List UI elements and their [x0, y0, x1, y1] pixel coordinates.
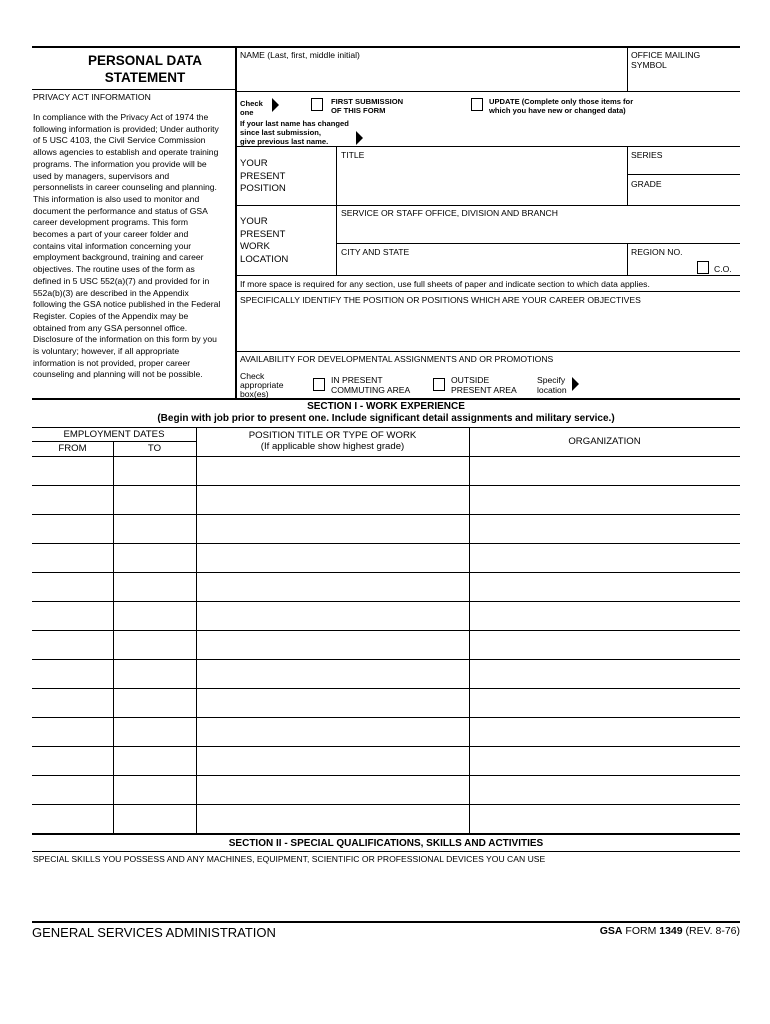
privacy-line: This information is also used to monitor and: [33, 193, 200, 204]
table-row-divider: [32, 659, 740, 660]
footer-agency: GENERAL SERVICES ADMINISTRATION: [32, 925, 276, 940]
section1-title: SECTION I - WORK EXPERIENCE: [307, 401, 465, 412]
work-location-label: YOUR PRESENT WORK LOCATION: [240, 216, 289, 265]
from-header: FROM: [58, 443, 87, 454]
check-appropriate-label: Check appropriate box(es): [240, 371, 284, 399]
check-one-label: Check one: [240, 99, 263, 117]
form-number: GSA FORM 1349 (REV. 8-76): [599, 925, 740, 937]
first-submission-checkbox[interactable]: [311, 98, 323, 111]
table-row-divider: [32, 688, 740, 689]
arrow-right-icon: [272, 98, 279, 112]
position-title-header: POSITION TITLE OR TYPE OF WORK (If applicable show highest grade): [248, 430, 417, 452]
more-space-note: If more space is required for any section, use full sheets of paper and indicate section to which data applies.: [240, 279, 650, 289]
form-title: [60, 52, 230, 86]
table-row-divider: [32, 514, 740, 515]
in-present-label: IN PRESENT COMMUTING AREA: [331, 375, 411, 395]
section2-title: SECTION II - SPECIAL QUALIFICATIONS, SKILLS AND ACTIVITIES: [228, 838, 544, 849]
privacy-line: Disclosure of the information on this form by you: [33, 334, 217, 345]
privacy-line: 552a(b)(3) are described in the Appendix: [33, 287, 189, 298]
table-row-divider: [32, 456, 740, 457]
service-label: SERVICE OR STAFF OFFICE, DIVISION AND BRANCH: [341, 208, 558, 218]
privacy-line: used by managers, supervisors and: [33, 170, 170, 181]
privacy-line: document the performance and status of GSA: [33, 205, 208, 216]
co-checkbox[interactable]: [697, 261, 709, 274]
arrow-right-icon: [572, 377, 579, 391]
form-title-line-2: STATEMENT: [104, 70, 186, 85]
privacy-line: of 5 USC 4103, the Civil Service Commission: [33, 135, 206, 146]
privacy-line: employment background, training and career: [33, 252, 204, 263]
privacy-line: defined in 5 USC 552(a)(7) and provided for in: [33, 275, 210, 286]
city-label: CITY AND STATE: [341, 247, 410, 257]
privacy-line: becomes a part of your career folder and: [33, 229, 189, 240]
to-header: TO: [147, 443, 162, 454]
privacy-line: following the GSA notice published in the Federal: [33, 299, 221, 310]
title-label: TITLE: [341, 150, 365, 160]
privacy-line: obtained from any GSA personnel office.: [33, 322, 188, 333]
table-row-divider: [32, 630, 740, 631]
present-position-label: YOUR PRESENT POSITION: [240, 158, 286, 194]
table-row-divider: [32, 543, 740, 544]
privacy-text: [33, 112, 233, 381]
privacy-line: programs. The information you provide will be: [33, 158, 207, 169]
special-skills-label: SPECIAL SKILLS YOU POSSESS AND ANY MACHINES, EQUIPMENT, SCIENTIFIC OR PROFESSIONAL DEVICES YOU CAN USE: [33, 854, 546, 864]
privacy-line: is voluntary; however, if all appropriate: [33, 346, 180, 357]
privacy-line: information is not provided, proper career: [33, 357, 191, 368]
office-label: OFFICE MAILING SYMBOL: [631, 50, 701, 70]
name-label: NAME (Last, first, middle initial): [240, 50, 360, 60]
privacy-line: contains vital information concerning your: [33, 240, 192, 251]
availability-label: AVAILABILITY FOR DEVELOPMENTAL ASSIGNMENTS AND OR PROMOTIONS: [240, 354, 554, 364]
table-row-divider: [32, 601, 740, 602]
privacy-line: In compliance with the Privacy Act of 1974 the: [33, 112, 209, 122]
employment-dates-header: EMPLOYMENT DATES: [63, 429, 165, 440]
update-checkbox[interactable]: [471, 98, 483, 111]
table-row-divider: [32, 804, 740, 805]
objectives-label: SPECIFICALLY IDENTIFY THE POSITION OR POSITIONS WHICH ARE YOUR CAREER OBJECTIVES: [240, 295, 641, 305]
series-label: SERIES: [631, 150, 663, 160]
table-row-divider: [32, 746, 740, 747]
table-row-divider: [32, 572, 740, 573]
first-submission-label: FIRST SUBMISSION OF THIS FORM: [331, 97, 404, 115]
privacy-heading: PRIVACY ACT INFORMATION: [33, 92, 151, 102]
privacy-line: Register. Copies of the Appendix may be: [33, 310, 189, 321]
privacy-line: following information is provided; Under authority: [33, 123, 219, 134]
table-row-divider: [32, 775, 740, 776]
grade-label: GRADE: [631, 179, 662, 189]
privacy-line: allows agencies to establish and operate training: [33, 147, 219, 158]
privacy-line: career development programs. This form: [33, 217, 189, 228]
in-present-checkbox[interactable]: [313, 378, 325, 391]
specify-label: Specify location: [537, 375, 567, 395]
arrow-right-icon: [356, 131, 363, 145]
organization-header: ORGANIZATION: [568, 436, 641, 447]
update-label: UPDATE (Complete only those items for which you have new or changed data): [489, 97, 634, 115]
privacy-line: counseling and planning will not be possible.: [33, 369, 203, 380]
section1-subtitle: (Begin with job prior to present one. Include significant detail assignments and military service.): [157, 413, 615, 424]
outside-label: OUTSIDE PRESENT AREA: [451, 375, 517, 395]
privacy-line: objectives. The routine uses of the form as: [33, 264, 195, 275]
co-label: C.O.: [714, 264, 732, 274]
table-row-divider: [32, 717, 740, 718]
privacy-line: personnelists in career counseling and planning.: [33, 182, 217, 193]
region-label: REGION NO.: [631, 247, 683, 257]
table-row-divider: [32, 485, 740, 486]
previous-name-label: If your last name has changed since last submission, give previous last name.: [240, 119, 349, 146]
outside-checkbox[interactable]: [433, 378, 445, 391]
form-title-line-1: PERSONAL DATA: [87, 53, 202, 68]
